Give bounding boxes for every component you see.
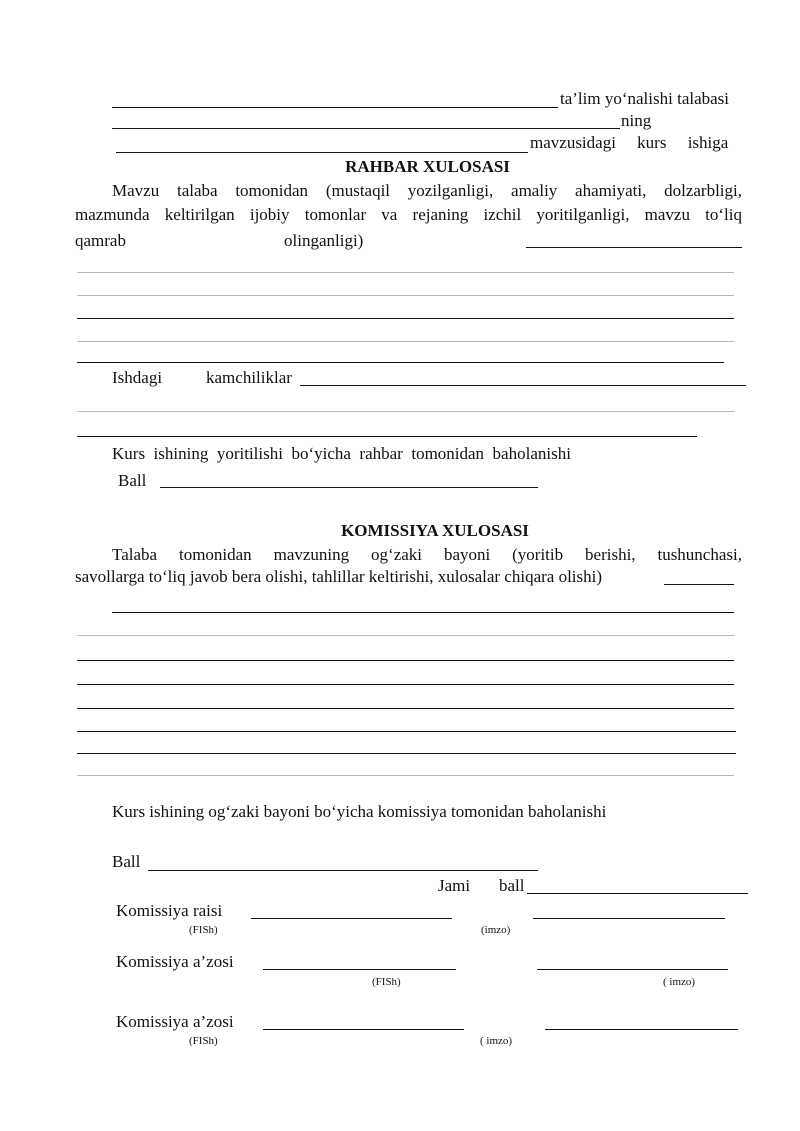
student-name-line[interactable]: [112, 107, 558, 108]
member1-imzo-caption: ( imzo): [663, 976, 696, 988]
rahbar-para-line3-a: qamrab: [75, 231, 126, 250]
member1-label: Komissiya a’zosi: [116, 952, 234, 971]
total-label-b: ball: [499, 876, 525, 895]
shortcomings-line-2[interactable]: [77, 436, 697, 437]
member2-label: Komissiya a’zosi: [116, 1012, 234, 1031]
member2-signature-line[interactable]: [545, 1029, 738, 1030]
komissiya-conclusion-line-0[interactable]: [664, 584, 734, 585]
komissiya-ball-line[interactable]: [148, 870, 538, 871]
shortcomings-line-1[interactable]: [77, 411, 734, 412]
rahbar-para-line3-b: olinganligi): [284, 231, 364, 250]
student-genitive-line[interactable]: [112, 128, 620, 129]
topic-suffix: mavzusidagi kurs ishiga: [530, 133, 729, 152]
member1-signature-line[interactable]: [537, 969, 728, 970]
rahbar-conclusion-line-1[interactable]: [77, 272, 734, 273]
shortcomings-line-0[interactable]: [300, 385, 746, 386]
member1-fish-caption: (FISh): [372, 976, 401, 988]
rahbar-ball-label: Ball: [118, 471, 147, 490]
rahbar-conclusion-line-5[interactable]: [77, 362, 724, 363]
rahbar-para-line2: mazmunda keltirilgan ijobiy tomonlar va rejaning izchil yoritilganligi, mavzu to‘liq: [75, 205, 742, 224]
member1-name-line[interactable]: [263, 969, 456, 970]
rahbar-title: RAHBAR XULOSASI: [345, 157, 510, 176]
rahbar-conclusion-line-0[interactable]: [526, 247, 742, 248]
komissiya-title: KOMISSIYA XULOSASI: [341, 521, 529, 540]
komissiya-conclusion-line-2[interactable]: [77, 635, 734, 636]
chair-label: Komissiya raisi: [116, 901, 223, 920]
genitive-suffix: ning: [621, 111, 652, 130]
rahbar-ball-line[interactable]: [160, 487, 538, 488]
komissiya-grading-text: Kurs ishining og‘zaki bayoni bo‘yicha komissiya tomonidan baholanishi: [112, 802, 607, 821]
total-label-a: Jami: [438, 876, 471, 895]
rahbar-para-line1: Mavzu talaba tomonidan (mustaqil yozilganligi, amaliy ahamiyati, dolzarbligi,: [112, 181, 742, 200]
komissiya-conclusion-line-5[interactable]: [77, 708, 734, 709]
member2-fish-caption: (FISh): [189, 1035, 218, 1047]
topic-line[interactable]: [116, 152, 528, 153]
chair-fish-caption: (FISh): [189, 924, 218, 936]
rahbar-conclusion-line-3[interactable]: [77, 318, 734, 319]
komissiya-conclusion-line-6[interactable]: [77, 731, 736, 732]
shortcomings-label-b: kamchiliklar: [206, 368, 292, 387]
komissiya-conclusion-line-4[interactable]: [77, 684, 734, 685]
komissiya-conclusion-line-8[interactable]: [77, 775, 734, 776]
chair-imzo-caption: (imzo): [481, 924, 511, 936]
komissiya-para-line2: savollarga to‘liq javob bera olishi, tahlillar keltirishi, xulosalar chiqara olishi): [75, 567, 603, 586]
rahbar-conclusion-line-4[interactable]: [77, 341, 734, 342]
shortcomings-label-a: Ishdagi: [112, 368, 163, 387]
komissiya-conclusion-line-1[interactable]: [112, 612, 734, 613]
komissiya-para-line1: Talaba tomonidan mavzuning og‘zaki bayoni (yoritib berishi, tushunchasi,: [112, 545, 742, 564]
rahbar-conclusion-line-2[interactable]: [77, 295, 734, 296]
chair-name-line[interactable]: [251, 918, 452, 919]
chair-signature-line[interactable]: [533, 918, 725, 919]
total-ball-line[interactable]: [527, 893, 748, 894]
direction-suffix: ta’lim yo‘nalishi talabasi: [560, 89, 730, 108]
komissiya-ball-label: Ball: [112, 852, 141, 871]
rahbar-grading-text: Kurs ishining yoritilishi bo‘yicha rahbar tomonidan baholanishi: [112, 444, 571, 463]
komissiya-conclusion-line-3[interactable]: [77, 660, 734, 661]
member2-imzo-caption: ( imzo): [480, 1035, 513, 1047]
member2-name-line[interactable]: [263, 1029, 464, 1030]
komissiya-conclusion-line-7[interactable]: [77, 753, 736, 754]
